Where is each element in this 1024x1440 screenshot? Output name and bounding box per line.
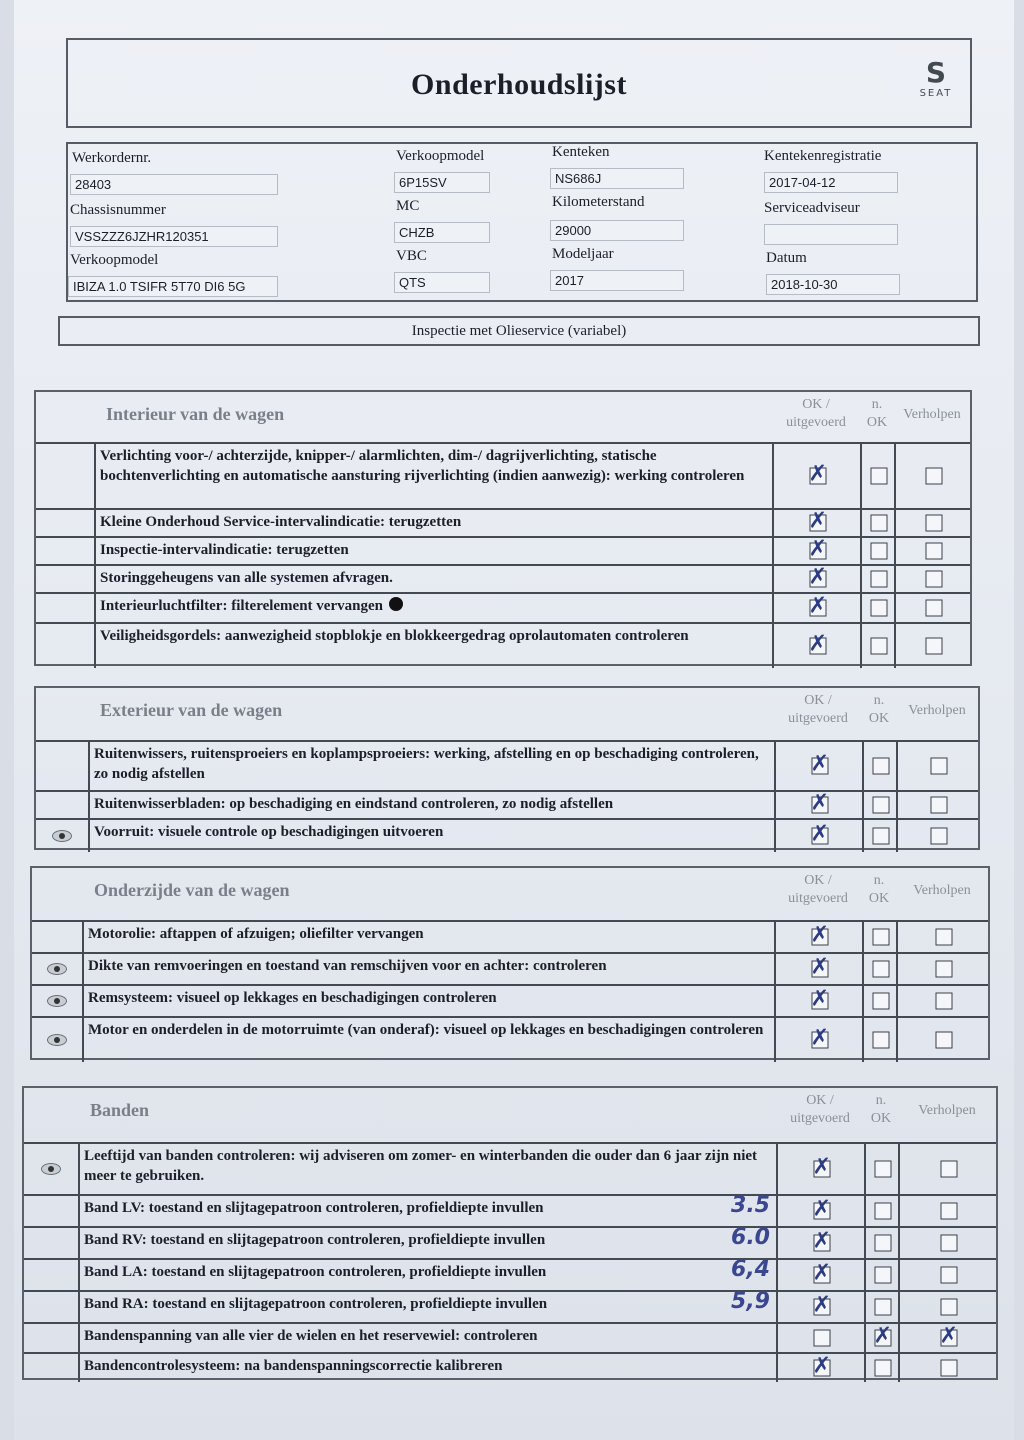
fixed-cell — [896, 954, 990, 984]
ok-cell — [774, 742, 864, 790]
verkoopmodel2-value: 6P15SV — [394, 172, 490, 193]
ok-checkbox[interactable] — [810, 515, 827, 532]
checklist-row — [24, 1258, 996, 1290]
fixed-checkbox[interactable] — [941, 1360, 958, 1377]
fixed-cell — [898, 1260, 998, 1290]
seat-logo — [912, 58, 960, 99]
ok-checkbox[interactable] — [812, 797, 829, 814]
col-header-nok — [862, 692, 896, 728]
col-header-nok-line1: n. — [873, 873, 885, 888]
row-icon-cell — [36, 594, 96, 622]
ok-checkbox[interactable] — [810, 468, 827, 485]
ok-cell — [776, 1324, 866, 1352]
checklist-row — [36, 740, 978, 790]
fixed-cell — [898, 1354, 998, 1382]
not-ok-cell — [864, 1228, 900, 1258]
fixed-cell — [894, 594, 972, 622]
ok-cell — [776, 1292, 866, 1322]
visual-check-icon — [47, 995, 67, 1007]
ok-cell — [774, 922, 864, 952]
datum-label: Datum — [766, 250, 807, 266]
fixed-cell — [896, 1018, 990, 1062]
vbc-value: QTS — [394, 272, 490, 293]
fixed-cell — [894, 566, 972, 592]
not-ok-cell — [860, 594, 896, 622]
row-text-value: Ruitenwisserbladen: op beschadiging en eindstand controleren, zo nodig afstellen — [94, 796, 614, 812]
row-text-value: Inspectie-intervalindicatie: terugzetten — [100, 542, 349, 558]
fixed-cell — [894, 624, 972, 668]
not-ok-checkbox[interactable] — [871, 468, 888, 485]
checklist-row — [32, 984, 988, 1016]
not-ok-checkbox[interactable] — [873, 993, 890, 1010]
col-header-fixed: Verholpen — [918, 1103, 976, 1118]
not-ok-cell — [860, 624, 896, 668]
row-text-value: Verlichting voor-/ achterzijde, knipper-/ alarmlichten, dim-/ dagrijverlichting, statische bochtenverlichting en automatische aansturing rijverlichting (indien aanwezig): werking controleren — [100, 448, 745, 484]
profile-depth-handwritten: 3.5 — [731, 1196, 770, 1218]
ok-cell — [776, 1196, 866, 1226]
fixed-cell — [896, 792, 980, 818]
not-ok-cell — [862, 742, 898, 790]
col-header-ok — [776, 1092, 864, 1128]
chassis-label: Chassisnummer — [70, 202, 166, 218]
row-icon-cell — [36, 820, 90, 852]
col-header-ok-line2: uitgevoerd — [790, 1111, 850, 1126]
not-ok-cell — [860, 510, 896, 536]
checklist-row — [36, 508, 970, 536]
row-text — [84, 986, 774, 1016]
row-text-value: Kleine Onderhoud Service-intervalindicatie: terugzetten — [100, 514, 462, 530]
row-icon-cell — [24, 1144, 80, 1194]
ok-cell — [772, 510, 862, 536]
ok-checkbox[interactable] — [812, 828, 829, 845]
checklist-section — [34, 686, 980, 850]
row-icon-cell — [36, 538, 96, 564]
not-ok-cell — [860, 538, 896, 564]
row-icon-cell — [32, 986, 84, 1016]
col-header-ok-line1: OK / — [802, 397, 830, 412]
mc-value: CHZB — [394, 222, 490, 243]
fixed-cell — [896, 922, 990, 952]
ok-checkbox[interactable] — [814, 1299, 831, 1316]
fixed-checkbox[interactable] — [941, 1267, 958, 1284]
checklist-row — [32, 920, 988, 952]
col-header-nok — [864, 1092, 898, 1128]
col-header-nok-line1: n. — [875, 1093, 887, 1108]
section-title: Banden — [90, 1100, 150, 1120]
fixed-cell — [898, 1324, 998, 1352]
km-label: Kilometerstand — [552, 194, 645, 210]
vehicle-info-box — [66, 142, 978, 302]
checklist-row — [24, 1290, 996, 1322]
checklist-row — [32, 952, 988, 984]
not-ok-checkbox[interactable] — [875, 1161, 892, 1178]
not-ok-checkbox[interactable] — [871, 571, 888, 588]
serviceadviseur-label: Serviceadviseur — [764, 200, 860, 216]
fixed-cell — [896, 742, 980, 790]
not-ok-cell — [862, 922, 898, 952]
row-text — [90, 742, 774, 790]
row-text-value: Band LA: toestand en slijtagepatroon controleren, profieldiepte invullen — [84, 1264, 547, 1280]
ok-cell — [772, 538, 862, 564]
row-text — [96, 594, 772, 622]
col-header-nok-line2: OK — [866, 415, 888, 430]
row-icon-cell — [36, 624, 96, 668]
ok-checkbox[interactable] — [810, 638, 827, 655]
row-text-value: Remsysteem: visueel op lekkages en beschadigingen controleren — [88, 990, 497, 1006]
checklist-row — [36, 790, 978, 818]
col-header-nok-line2: OK — [868, 891, 890, 906]
vbc-label: VBC — [396, 248, 427, 264]
row-icon-cell — [36, 566, 96, 592]
fixed-checkbox[interactable] — [941, 1330, 958, 1347]
col-header-ok-line2: uitgevoerd — [788, 711, 848, 726]
col-header-ok-line1: OK / — [804, 873, 832, 888]
not-ok-checkbox[interactable] — [871, 543, 888, 560]
fixed-checkbox[interactable] — [936, 929, 953, 946]
filled-dot-icon — [389, 597, 403, 611]
row-text-value: Bandenspanning van alle vier de wielen en het reservewiel: controleren — [84, 1328, 538, 1344]
fixed-cell — [894, 510, 972, 536]
col-header-ok — [774, 872, 862, 908]
verkoopmodel-label: Verkoopmodel — [70, 252, 159, 268]
not-ok-cell — [864, 1292, 900, 1322]
ok-cell — [772, 594, 862, 622]
col-header-ok-line2: uitgevoerd — [786, 415, 846, 430]
row-icon-cell — [36, 742, 90, 790]
row-text — [96, 624, 772, 668]
fixed-checkbox[interactable] — [926, 638, 943, 655]
checklist-section — [34, 390, 972, 666]
fixed-checkbox[interactable] — [926, 468, 943, 485]
not-ok-checkbox[interactable] — [873, 758, 890, 775]
ok-cell — [774, 986, 864, 1016]
ok-checkbox[interactable] — [814, 1161, 831, 1178]
chassis-value: VSSZZZ6JZHR120351 — [70, 226, 278, 247]
checklist-row — [36, 564, 970, 592]
fixed-cell — [898, 1196, 998, 1226]
checklist-row — [24, 1322, 996, 1352]
ok-cell — [772, 566, 862, 592]
fixed-checkbox[interactable] — [931, 797, 948, 814]
row-text — [80, 1144, 776, 1194]
row-icon-cell — [36, 792, 90, 818]
row-icon-cell — [32, 954, 84, 984]
not-ok-checkbox[interactable] — [873, 1032, 890, 1049]
kenteken-value: NS686J — [550, 168, 684, 189]
not-ok-cell — [864, 1324, 900, 1352]
title-box — [66, 38, 972, 128]
not-ok-cell — [862, 820, 898, 852]
section-title: Exterieur van de wagen — [100, 700, 283, 720]
ok-checkbox[interactable] — [814, 1330, 831, 1347]
checklist-row — [24, 1194, 996, 1226]
checklist-section — [22, 1086, 998, 1380]
werkordernr-label: Werkordernr. — [72, 150, 152, 166]
mc-label: MC — [396, 198, 420, 214]
col-header-ok-line1: OK / — [806, 1093, 834, 1108]
col-header-ok-line1: OK / — [804, 693, 832, 708]
ok-cell — [772, 444, 862, 508]
row-text-value: Motor en onderdelen in de motorruimte (van onderaf): visueel op lekkages en beschadigingen controleren — [88, 1022, 764, 1038]
section-title: Onderzijde van de wagen — [94, 880, 290, 900]
col-header-fixed: Verholpen — [913, 883, 971, 898]
not-ok-cell — [860, 566, 896, 592]
km-value: 29000 — [550, 220, 684, 241]
col-header-nok-line2: OK — [870, 1111, 892, 1126]
row-text-value: Motorolie: aftappen of afzuigen; oliefilter vervangen — [88, 926, 424, 942]
row-icon-cell — [32, 1018, 84, 1062]
fixed-checkbox[interactable] — [941, 1235, 958, 1252]
not-ok-cell — [864, 1144, 900, 1194]
ok-checkbox[interactable] — [810, 571, 827, 588]
serviceadviseur-value — [764, 224, 898, 245]
col-header-ok — [774, 692, 862, 728]
ok-checkbox[interactable] — [812, 929, 829, 946]
werkordernr-value: 28403 — [70, 174, 278, 195]
col-header-nok-line2: OK — [868, 711, 890, 726]
row-text-value: Veiligheidsgordels: aanwezigheid stopblokje en blokkeergedrag oprolautomaten controleren — [100, 628, 689, 644]
ok-cell — [776, 1354, 866, 1382]
checklist-row — [36, 536, 970, 564]
seat-logo-mark: S — [925, 56, 947, 89]
seat-logo-text: SEAT — [919, 88, 953, 99]
col-header-ok — [772, 396, 860, 432]
ok-checkbox[interactable] — [812, 993, 829, 1010]
row-text — [96, 510, 772, 536]
visual-check-icon — [41, 1163, 61, 1175]
row-icon-cell — [24, 1324, 80, 1352]
row-icon-cell — [24, 1292, 80, 1322]
not-ok-cell — [862, 954, 898, 984]
fixed-checkbox[interactable] — [931, 828, 948, 845]
not-ok-cell — [864, 1354, 900, 1382]
visual-check-icon — [47, 963, 67, 975]
checklist-row — [32, 1016, 988, 1062]
modeljaar-label: Modeljaar — [552, 246, 614, 262]
ok-cell — [776, 1228, 866, 1258]
fixed-cell — [894, 538, 972, 564]
row-text-value: Storinggeheugens van alle systemen afvragen. — [100, 570, 393, 586]
checklist-row — [24, 1226, 996, 1258]
verkoopmodel-value: IBIZA 1.0 TSIFR 5T70 DI6 5G — [68, 276, 278, 297]
row-icon-cell — [24, 1260, 80, 1290]
fixed-checkbox[interactable] — [941, 1203, 958, 1220]
row-text-value: Band RV: toestand en slijtagepatroon controleren, profieldiepte invullen — [84, 1232, 546, 1248]
checklist-row — [24, 1142, 996, 1194]
row-text-value: Bandencontrolesysteem: na bandenspanningscorrectie kalibreren — [84, 1358, 503, 1374]
fixed-checkbox[interactable] — [936, 993, 953, 1010]
row-icon-cell — [24, 1196, 80, 1226]
fixed-checkbox[interactable] — [941, 1299, 958, 1316]
fixed-checkbox[interactable] — [936, 1032, 953, 1049]
row-text — [84, 922, 774, 952]
checklist-row — [36, 442, 970, 508]
section-title: Interieur van de wagen — [106, 404, 285, 424]
checklist-section — [30, 866, 990, 1060]
not-ok-cell — [862, 1018, 898, 1062]
row-text — [80, 1260, 776, 1290]
not-ok-checkbox[interactable] — [873, 929, 890, 946]
fixed-cell — [898, 1144, 998, 1194]
col-header-fixed: Verholpen — [908, 703, 966, 718]
inspection-type: Inspectie met Olieservice (variabel) — [58, 316, 980, 346]
datum-value: 2018-10-30 — [766, 274, 900, 295]
row-text — [96, 444, 772, 508]
checklist-row — [36, 818, 978, 852]
row-text-value: Band LV: toestand en slijtagepatroon controleren, profieldiepte invullen — [84, 1200, 544, 1216]
not-ok-checkbox[interactable] — [875, 1235, 892, 1252]
not-ok-checkbox[interactable] — [875, 1360, 892, 1377]
fixed-cell — [896, 820, 980, 852]
row-text — [90, 820, 774, 852]
col-header-nok — [862, 872, 896, 908]
row-text — [80, 1228, 776, 1258]
fixed-checkbox[interactable] — [926, 600, 943, 617]
ok-checkbox[interactable] — [810, 600, 827, 617]
visual-check-icon — [47, 1034, 67, 1046]
row-text-value: Dikte van remvoeringen en toestand van remschijven voor en achter: controleren — [88, 958, 607, 974]
fixed-checkbox[interactable] — [926, 571, 943, 588]
col-header-nok-line1: n. — [871, 397, 883, 412]
not-ok-checkbox[interactable] — [873, 828, 890, 845]
ok-checkbox[interactable] — [814, 1267, 831, 1284]
not-ok-cell — [860, 444, 896, 508]
kentekenreg-label: Kentekenregistratie — [764, 148, 882, 164]
col-header-ok-line2: uitgevoerd — [788, 891, 848, 906]
not-ok-checkbox[interactable] — [875, 1330, 892, 1347]
not-ok-checkbox[interactable] — [875, 1299, 892, 1316]
ok-checkbox[interactable] — [812, 1032, 829, 1049]
col-header-nok — [860, 396, 894, 432]
row-text-value: Band RA: toestand en slijtagepatroon controleren, profieldiepte invullen — [84, 1296, 548, 1312]
fixed-checkbox[interactable] — [926, 543, 943, 560]
ok-checkbox[interactable] — [812, 961, 829, 978]
maintenance-sheet — [14, 0, 1014, 1440]
fixed-cell — [896, 986, 990, 1016]
kentekenreg-value: 2017-04-12 — [764, 172, 898, 193]
fixed-checkbox[interactable] — [931, 758, 948, 775]
row-text — [84, 1018, 774, 1062]
row-text — [84, 954, 774, 984]
ok-checkbox[interactable] — [810, 543, 827, 560]
fixed-cell — [898, 1292, 998, 1322]
profile-depth-handwritten: 5,9 — [731, 1292, 770, 1314]
verkoopmodel2-label: Verkoopmodel — [396, 148, 485, 164]
row-text-value: Ruitenwissers, ruitensproeiers en koplampsproeiers: werking, afstelling en op beschadiging controleren, zo nodig afstellen — [94, 746, 759, 782]
row-text — [96, 566, 772, 592]
row-text — [80, 1196, 776, 1226]
not-ok-cell — [862, 986, 898, 1016]
col-header-fixed: Verholpen — [903, 407, 961, 422]
row-text — [80, 1324, 776, 1352]
ok-checkbox[interactable] — [814, 1360, 831, 1377]
row-text — [80, 1354, 776, 1382]
checklist-row — [36, 622, 970, 668]
not-ok-checkbox[interactable] — [875, 1267, 892, 1284]
row-text-value: Leeftijd van banden controleren: wij adviseren om zomer- en winterbanden die ouder dan 6 jaar zijn niet meer te gebruiken. — [84, 1148, 758, 1184]
row-icon-cell — [32, 922, 84, 952]
ok-cell — [776, 1144, 866, 1194]
page-title: Onderhoudslijst — [411, 68, 627, 101]
not-ok-checkbox[interactable] — [875, 1203, 892, 1220]
row-icon-cell — [36, 444, 96, 508]
checklist-row — [24, 1352, 996, 1382]
ok-checkbox[interactable] — [814, 1235, 831, 1252]
ok-cell — [774, 820, 864, 852]
not-ok-cell — [864, 1260, 900, 1290]
not-ok-cell — [864, 1196, 900, 1226]
ok-checkbox[interactable] — [812, 758, 829, 775]
ok-cell — [772, 624, 862, 668]
not-ok-checkbox[interactable] — [871, 515, 888, 532]
not-ok-checkbox[interactable] — [873, 797, 890, 814]
kenteken-label: Kenteken — [552, 144, 610, 160]
row-icon-cell — [24, 1228, 80, 1258]
fixed-checkbox[interactable] — [941, 1161, 958, 1178]
row-icon-cell — [36, 510, 96, 536]
not-ok-checkbox[interactable] — [873, 961, 890, 978]
ok-cell — [776, 1260, 866, 1290]
row-text — [90, 792, 774, 818]
profile-depth-handwritten: 6.0 — [731, 1228, 770, 1250]
fixed-checkbox[interactable] — [926, 515, 943, 532]
not-ok-cell — [862, 792, 898, 818]
ok-cell — [774, 792, 864, 818]
col-header-nok-line1: n. — [873, 693, 885, 708]
row-icon-cell — [24, 1354, 80, 1382]
ok-cell — [774, 1018, 864, 1062]
visual-check-icon — [52, 830, 72, 842]
fixed-checkbox[interactable] — [936, 961, 953, 978]
not-ok-checkbox[interactable] — [871, 638, 888, 655]
profile-depth-handwritten: 6,4 — [731, 1260, 770, 1282]
not-ok-checkbox[interactable] — [871, 600, 888, 617]
fixed-cell — [894, 444, 972, 508]
ok-cell — [774, 954, 864, 984]
ok-checkbox[interactable] — [814, 1203, 831, 1220]
row-text — [80, 1292, 776, 1322]
row-text — [96, 538, 772, 564]
row-text-value: Interieurluchtfilter: filterelement vervangen — [100, 598, 383, 614]
checklist-row — [36, 592, 970, 622]
fixed-cell — [898, 1228, 998, 1258]
modeljaar-value: 2017 — [550, 270, 684, 291]
row-text-value: Voorruit: visuele controle op beschadigingen uitvoeren — [94, 824, 444, 840]
